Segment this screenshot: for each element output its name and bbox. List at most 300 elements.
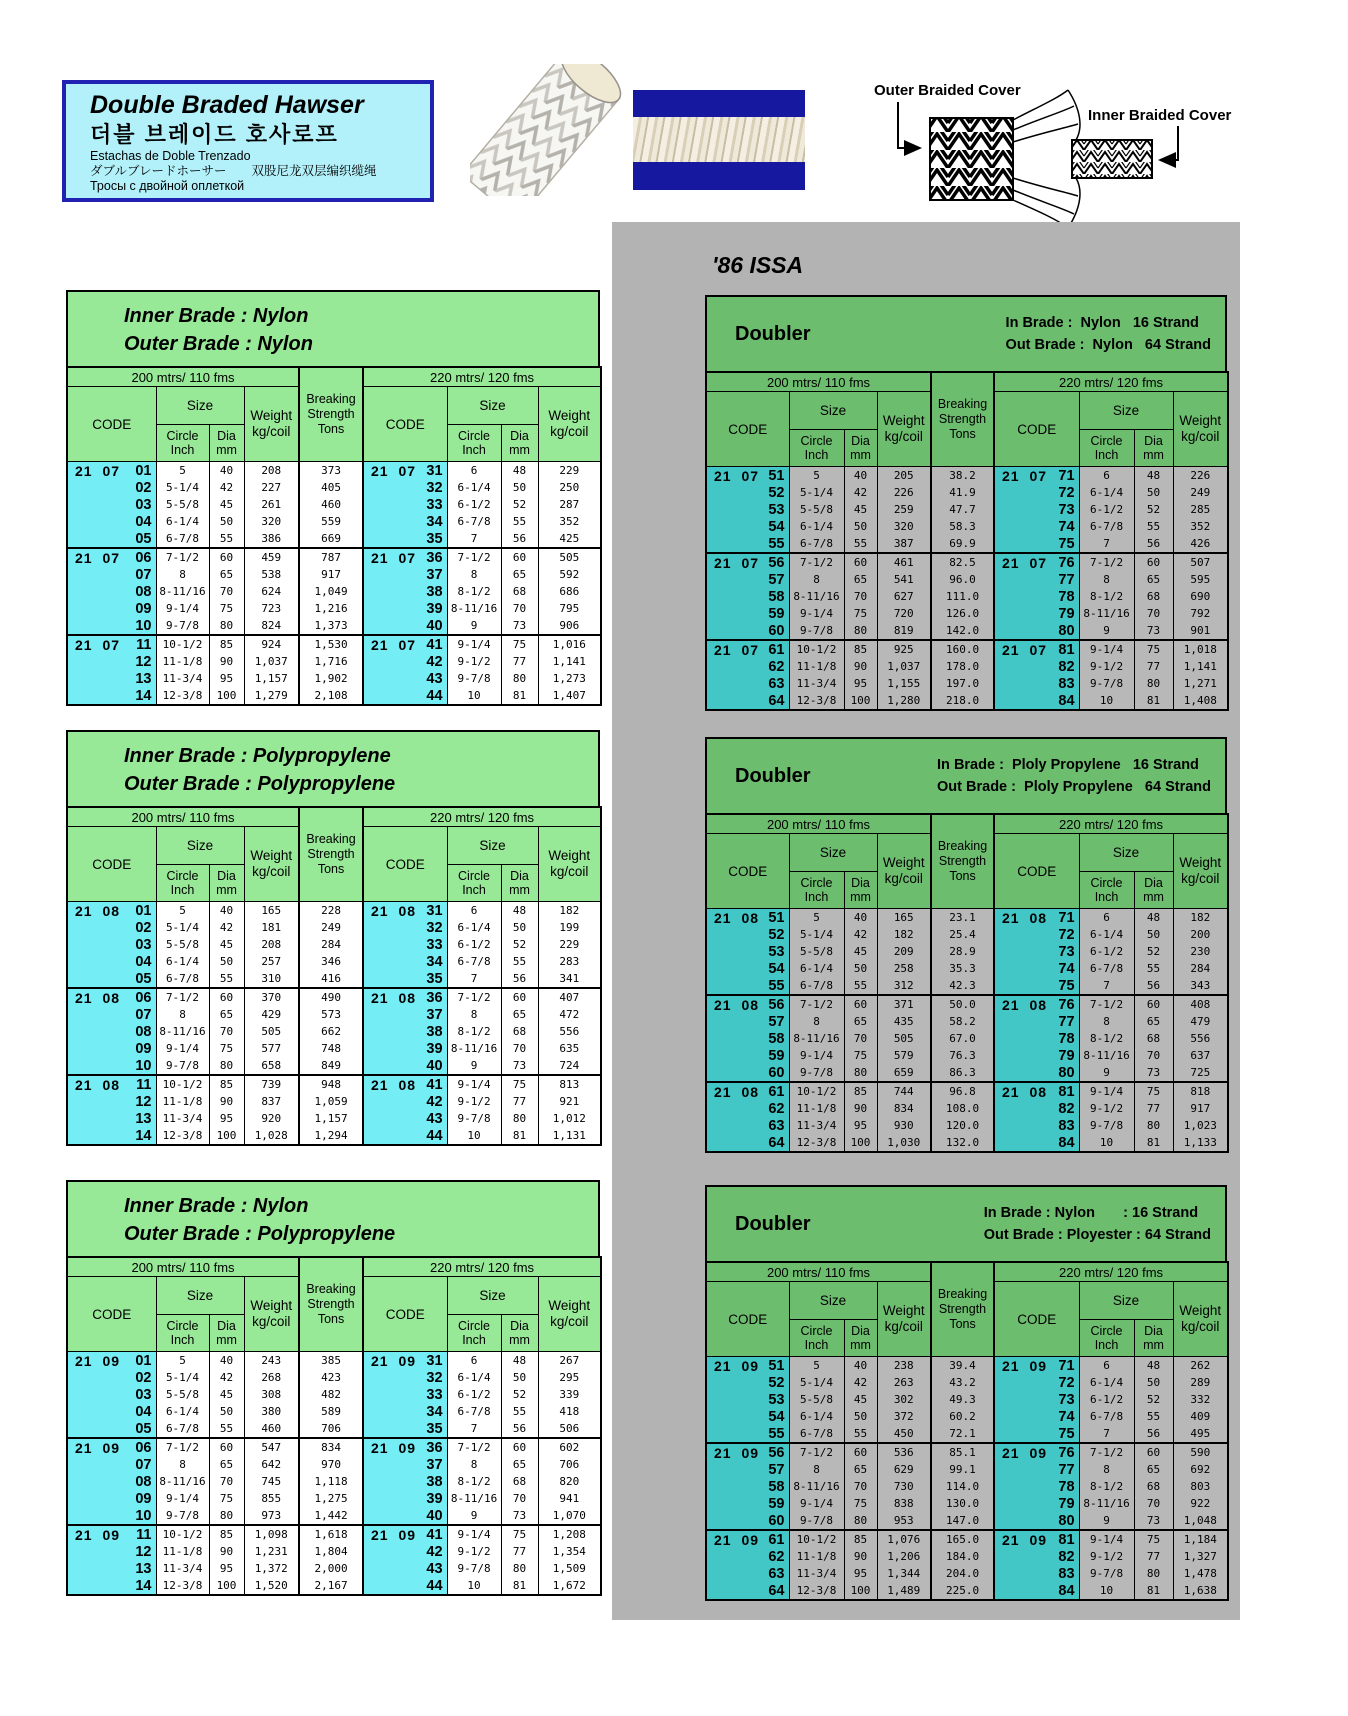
table-title [705, 1185, 1227, 1261]
weight-cell: 953 [877, 1512, 931, 1530]
code-wrap [371, 1507, 443, 1524]
code-wrap [371, 1023, 443, 1040]
dia-mm-cell: 90 [209, 1093, 244, 1110]
dia-mm-header-line: mm [216, 883, 237, 897]
header-row [67, 367, 601, 387]
code-suffix: 37 [426, 1456, 443, 1473]
code-cell [706, 1357, 789, 1375]
weight-cell: 283 [538, 953, 601, 970]
table-body [706, 1357, 1228, 1601]
weight-header [877, 1282, 931, 1357]
weight-cell: 505 [244, 1023, 299, 1040]
code-wrap [371, 617, 443, 634]
weight-cell: 744 [877, 1082, 931, 1100]
code-wrap [714, 1512, 785, 1529]
breaking-strength-cell: 787 [299, 548, 363, 566]
breaking-strength-cell: 1,294 [299, 1127, 363, 1145]
code-wrap [75, 1420, 152, 1437]
breaking-strength-cell: 573 [299, 1006, 363, 1023]
weight-cell: 577 [244, 1040, 299, 1057]
code-wrap [371, 600, 443, 617]
circle-inch-header-line: Circle [1090, 434, 1123, 448]
code-cell [363, 1543, 447, 1560]
code-suffix: 02 [135, 1369, 152, 1386]
code-prefix: 21 08 [371, 989, 417, 1006]
size-header: Size [1079, 834, 1173, 872]
weight-cell: 920 [244, 1110, 299, 1127]
code-cell [706, 1425, 789, 1443]
dia-mm-cell: 81 [1134, 692, 1173, 710]
code-wrap [1002, 1134, 1075, 1151]
circle-inch-cell: 11-1/8 [789, 1100, 844, 1117]
table-row [706, 1565, 1228, 1582]
size-header: Size [789, 834, 877, 872]
code-wrap [75, 530, 152, 547]
code-wrap [714, 1582, 785, 1599]
weight-header-line: kg/coil [252, 864, 291, 879]
code-cell [67, 1006, 156, 1023]
breaking-strength-cell: 114.0 [931, 1478, 994, 1495]
weight-header-line: Weight [1179, 413, 1222, 428]
col-span-200: 200 mtrs/ 110 fms [706, 1262, 931, 1282]
dia-mm-cell: 75 [209, 1490, 244, 1507]
code-cell [363, 1023, 447, 1040]
breaking-strength-header-line: Tons [949, 427, 976, 441]
code-cell [67, 936, 156, 953]
circle-inch-cell: 11-3/4 [156, 670, 209, 687]
code-suffix: 77 [1058, 1013, 1075, 1030]
code-cell [67, 617, 156, 635]
circle-inch-cell: 5 [789, 1357, 844, 1375]
weight-header-line: Weight [250, 1298, 293, 1313]
dia-mm-cell: 50 [1134, 484, 1173, 501]
dia-mm-cell: 50 [844, 1408, 877, 1425]
circle-inch-header-line: Inch [462, 883, 486, 897]
circle-inch-cell: 8-1/2 [447, 1023, 501, 1040]
circle-inch-cell: 6 [447, 462, 501, 480]
breaking-strength-cell: 120.0 [931, 1117, 994, 1134]
circle-inch-cell: 7-1/2 [156, 988, 209, 1006]
dia-mm-cell: 95 [209, 1110, 244, 1127]
code-cell [363, 496, 447, 513]
code-cell [706, 995, 789, 1013]
dia-mm-cell: 60 [1134, 553, 1173, 571]
weight-cell: 1,489 [877, 1582, 931, 1600]
weight-cell: 1,407 [538, 687, 601, 705]
table-row [67, 1023, 601, 1040]
circle-inch-cell: 10 [1079, 692, 1134, 710]
table-doubler-polypropylene [705, 737, 1227, 1153]
weight-cell: 429 [244, 1006, 299, 1023]
code-suffix: 52 [768, 926, 785, 943]
table-row [706, 1478, 1228, 1495]
circle-inch-cell: 8 [1079, 1013, 1134, 1030]
code-suffix: 57 [768, 571, 785, 588]
size-header: Size [1079, 392, 1173, 430]
circle-inch-cell: 7 [447, 530, 501, 548]
dia-mm-cell: 68 [1134, 1030, 1173, 1047]
table-row [706, 571, 1228, 588]
circle-inch-header-line: Inch [804, 1338, 829, 1352]
circle-inch-cell: 7-1/2 [447, 548, 501, 566]
code-cell [363, 988, 447, 1006]
weight-cell: 824 [244, 617, 299, 635]
circle-inch-cell: 9-1/4 [1079, 1082, 1134, 1100]
breaking-strength-cell: 2,167 [299, 1577, 363, 1595]
dia-mm-cell: 77 [1134, 658, 1173, 675]
code-cell [363, 1525, 447, 1543]
weight-cell: 165 [244, 902, 299, 920]
code-suffix: 03 [135, 496, 152, 513]
dia-mm-cell: 75 [209, 1040, 244, 1057]
circle-inch-cell: 12-3/8 [156, 1127, 209, 1145]
code-prefix: 21 09 [1002, 1357, 1048, 1374]
code-header: CODE [994, 392, 1079, 467]
dia-mm-cell: 42 [209, 479, 244, 496]
dia-mm-cell: 55 [844, 977, 877, 995]
circle-inch-cell: 6-7/8 [1079, 518, 1134, 535]
weight-cell: 541 [877, 571, 931, 588]
weight-cell: 165 [877, 909, 931, 927]
breaking-strength-cell: 669 [299, 530, 363, 548]
circle-inch-cell: 6-1/4 [156, 1403, 209, 1420]
weight-cell: 813 [538, 1075, 601, 1093]
dia-mm-cell: 100 [209, 1127, 244, 1145]
circle-inch-cell: 6-1/2 [1079, 501, 1134, 518]
dia-mm-cell: 60 [1134, 1443, 1173, 1461]
weight-cell: 426 [1173, 535, 1228, 553]
dia-mm-header [209, 865, 244, 902]
code-suffix: 10 [135, 1507, 152, 1524]
code-suffix: 59 [768, 605, 785, 622]
circle-inch-cell: 7-1/2 [1079, 1443, 1134, 1461]
code-cell [67, 1490, 156, 1507]
code-wrap [714, 1548, 785, 1565]
code-cell [994, 1391, 1079, 1408]
weight-cell: 1,206 [877, 1548, 931, 1565]
dia-mm-header-line: Dia [217, 429, 236, 443]
table-row [706, 977, 1228, 995]
code-cell [706, 518, 789, 535]
breaking-strength-cell: 96.8 [931, 1082, 994, 1100]
code-suffix: 51 [768, 1357, 785, 1374]
circle-inch-cell: 5 [789, 467, 844, 485]
weight-cell: 200 [1173, 926, 1228, 943]
code-suffix: 35 [426, 1420, 443, 1437]
breaking-strength-header-line: Strength [307, 847, 355, 861]
code-suffix: 58 [768, 588, 785, 605]
code-cell [706, 1512, 789, 1530]
dia-mm-cell: 60 [501, 548, 538, 566]
code-wrap [1002, 518, 1075, 535]
table-title [66, 730, 600, 806]
code-suffix: 55 [768, 977, 785, 994]
dia-mm-cell: 55 [209, 970, 244, 988]
code-suffix: 36 [426, 989, 443, 1006]
circle-inch-header [447, 865, 501, 902]
code-suffix: 51 [768, 467, 785, 484]
circle-inch-cell: 6-1/4 [447, 919, 501, 936]
code-wrap [1002, 960, 1075, 977]
code-cell [994, 484, 1079, 501]
code-prefix: 21 07 [371, 462, 417, 479]
code-suffix: 33 [426, 1386, 443, 1403]
code-wrap [714, 467, 785, 484]
size-header: Size [156, 827, 244, 865]
code-cell [706, 1117, 789, 1134]
code-wrap [1002, 554, 1075, 571]
breaking-strength-cell: 490 [299, 988, 363, 1006]
col-span-220: 220 mtrs/ 120 fms [994, 814, 1228, 834]
weight-cell: 739 [244, 1075, 299, 1093]
dia-mm-cell: 48 [501, 1352, 538, 1370]
code-wrap [75, 1023, 152, 1040]
col-span-220: 220 mtrs/ 120 fms [994, 372, 1228, 392]
table-row [706, 960, 1228, 977]
code-suffix: 03 [135, 936, 152, 953]
weight-cell: 1,070 [538, 1507, 601, 1525]
weight-cell: 1,354 [538, 1543, 601, 1560]
breaking-strength-header-line: Breaking [306, 832, 356, 846]
code-wrap [371, 1473, 443, 1490]
weight-header-line: kg/coil [1181, 871, 1220, 886]
circle-inch-cell: 12-3/8 [789, 692, 844, 710]
code-cell [363, 617, 447, 635]
weight-cell: 1,155 [877, 675, 931, 692]
code-wrap [371, 1093, 443, 1110]
circle-inch-cell: 8-11/16 [156, 583, 209, 600]
code-cell [994, 1117, 1079, 1134]
dia-mm-cell: 85 [844, 1082, 877, 1100]
code-cell [363, 1127, 447, 1145]
code-wrap [371, 530, 443, 547]
code-cell [363, 1490, 447, 1507]
code-suffix: 34 [426, 1403, 443, 1420]
code-suffix: 77 [1058, 571, 1075, 588]
code-cell [363, 1110, 447, 1127]
breaking-strength-header-line: Strength [938, 1302, 987, 1316]
weight-cell: 505 [538, 548, 601, 566]
table-row [706, 1117, 1228, 1134]
breaking-strength-cell: 165.0 [931, 1530, 994, 1548]
code-wrap [714, 571, 785, 588]
header-row [706, 814, 1228, 834]
code-suffix: 55 [768, 535, 785, 552]
circle-inch-cell: 9 [1079, 1512, 1134, 1530]
dia-mm-cell: 80 [844, 1512, 877, 1530]
table-row [67, 1110, 601, 1127]
dia-mm-cell: 56 [1134, 535, 1173, 553]
circle-inch-cell: 8 [156, 1006, 209, 1023]
code-wrap [1002, 1047, 1075, 1064]
code-cell [363, 1403, 447, 1420]
code-suffix: 82 [1058, 1100, 1075, 1117]
code-cell [67, 583, 156, 600]
table-row [67, 1438, 601, 1456]
weight-header [244, 387, 299, 462]
breaking-strength-header [299, 807, 363, 902]
circle-inch-cell: 9-7/8 [789, 1512, 844, 1530]
breaking-strength-cell: 1,618 [299, 1525, 363, 1543]
code-wrap [1002, 1391, 1075, 1408]
code-wrap [1002, 977, 1075, 994]
weight-cell: 855 [244, 1490, 299, 1507]
product-title-box [62, 80, 434, 202]
dia-mm-cell: 70 [1134, 605, 1173, 622]
code-wrap [1002, 996, 1075, 1013]
breaking-strength-cell: 67.0 [931, 1030, 994, 1047]
code-suffix: 38 [426, 1023, 443, 1040]
dia-mm-cell: 80 [844, 1064, 877, 1082]
code-prefix: 21 09 [714, 1357, 760, 1374]
braid-spec-lines [937, 739, 1225, 813]
circle-inch-cell: 12-3/8 [789, 1582, 844, 1600]
code-wrap [371, 636, 443, 653]
code-cell [363, 1386, 447, 1403]
code-wrap [371, 1040, 443, 1057]
breaking-strength-header-line: Tons [317, 862, 345, 876]
code-wrap [714, 1391, 785, 1408]
weight-cell: 624 [244, 583, 299, 600]
code-header: CODE [67, 387, 156, 462]
dia-mm-cell: 55 [209, 1420, 244, 1438]
dia-mm-cell: 75 [844, 1047, 877, 1064]
code-suffix: 56 [768, 554, 785, 571]
circle-inch-cell: 12-3/8 [789, 1134, 844, 1152]
circle-inch-header-line: Circle [458, 869, 490, 883]
breaking-strength-cell: 589 [299, 1403, 363, 1420]
code-cell [67, 988, 156, 1006]
circle-inch-cell: 7-1/2 [156, 1438, 209, 1456]
code-prefix: 21 07 [1002, 641, 1048, 658]
braid-spec-lines [1006, 297, 1225, 371]
code-wrap [714, 1408, 785, 1425]
code-suffix: 78 [1058, 588, 1075, 605]
in-brade-spec: In Brade : Nylon 16 Strand [1005, 315, 1199, 331]
breaking-strength-cell: 970 [299, 1456, 363, 1473]
breaking-strength-header-line: Tons [949, 869, 976, 883]
dia-mm-cell: 75 [1134, 1082, 1173, 1100]
weight-cell: 1,208 [538, 1525, 601, 1543]
weight-header-line: Weight [882, 855, 925, 870]
code-wrap [714, 943, 785, 960]
circle-inch-cell: 11-1/8 [156, 1093, 209, 1110]
table-row [67, 1420, 601, 1438]
code-wrap [75, 1577, 152, 1594]
weight-cell: 1,273 [538, 670, 601, 687]
code-suffix: 01 [135, 462, 152, 479]
table-row [706, 1512, 1228, 1530]
outer-brade-title: Outer Brade : Nylon [124, 333, 313, 355]
weight-cell: 1,076 [877, 1530, 931, 1548]
doubler-label: Doubler [735, 323, 811, 345]
code-cell [994, 1374, 1079, 1391]
dia-mm-cell: 77 [1134, 1548, 1173, 1565]
circle-inch-cell: 8 [1079, 1461, 1134, 1478]
dia-mm-header-line: Dia [1144, 434, 1163, 448]
weight-cell: 941 [538, 1490, 601, 1507]
code-cell [706, 1443, 789, 1461]
circle-inch-cell: 6 [1079, 1357, 1134, 1375]
circle-inch-cell: 11-3/4 [789, 675, 844, 692]
code-prefix: 21 09 [371, 1439, 417, 1456]
table-row [706, 1374, 1228, 1391]
dia-mm-cell: 95 [844, 675, 877, 692]
dia-mm-cell: 60 [844, 995, 877, 1013]
circle-inch-cell: 10 [1079, 1582, 1134, 1600]
code-cell [363, 635, 447, 653]
code-wrap [371, 1439, 443, 1456]
circle-inch-header-line: Circle [166, 1319, 199, 1333]
code-cell [363, 600, 447, 617]
code-cell [363, 479, 447, 496]
circle-inch-cell: 9-7/8 [156, 1057, 209, 1075]
code-cell [706, 622, 789, 640]
dia-mm-cell: 75 [844, 605, 877, 622]
dia-mm-cell: 73 [501, 1507, 538, 1525]
weight-cell: 407 [538, 988, 601, 1006]
table-doubler-nylon [705, 295, 1227, 711]
code-wrap [371, 953, 443, 970]
code-suffix: 56 [768, 996, 785, 1013]
dia-mm-header [209, 1315, 244, 1352]
code-cell [706, 1064, 789, 1082]
code-wrap [75, 566, 152, 583]
breaking-strength-cell: 23.1 [931, 909, 994, 927]
circle-inch-cell: 8-1/2 [447, 583, 501, 600]
table-row [706, 1530, 1228, 1548]
code-suffix: 08 [135, 1023, 152, 1040]
table-header [67, 367, 601, 462]
table-body [706, 909, 1228, 1153]
weight-cell: 536 [877, 1443, 931, 1461]
circle-inch-header [447, 1315, 501, 1352]
code-prefix: 21 07 [714, 467, 760, 484]
circle-inch-cell: 9-1/4 [156, 600, 209, 617]
code-cell [994, 535, 1079, 553]
code-wrap [714, 909, 785, 926]
dia-mm-cell: 50 [844, 518, 877, 535]
circle-inch-cell: 9-1/2 [1079, 1548, 1134, 1565]
dia-mm-cell: 70 [1134, 1047, 1173, 1064]
code-suffix: 40 [426, 1057, 443, 1074]
col-span-220: 220 mtrs/ 120 fms [363, 367, 601, 387]
breaking-strength-cell: 1,716 [299, 653, 363, 670]
code-wrap [1002, 1425, 1075, 1442]
code-header: CODE [363, 1277, 447, 1352]
table-row [67, 687, 601, 705]
dia-mm-cell: 52 [1134, 1391, 1173, 1408]
table-row [67, 1507, 601, 1525]
circle-inch-cell: 8-11/16 [447, 1490, 501, 1507]
code-suffix: 64 [768, 1134, 785, 1151]
code-wrap [1002, 467, 1075, 484]
code-cell [67, 566, 156, 583]
circle-inch-cell: 6-1/4 [1079, 1374, 1134, 1391]
code-suffix: 60 [768, 1064, 785, 1081]
code-wrap [371, 496, 443, 513]
breaking-strength-cell: 2,108 [299, 687, 363, 705]
code-wrap [75, 636, 152, 653]
table-row [706, 926, 1228, 943]
table-row [67, 1352, 601, 1370]
weight-cell: 257 [244, 953, 299, 970]
breaking-strength-cell: 160.0 [931, 640, 994, 658]
circle-inch-cell: 6-1/4 [156, 953, 209, 970]
code-wrap [371, 1352, 443, 1369]
table-row [67, 936, 601, 953]
code-suffix: 10 [135, 1057, 152, 1074]
